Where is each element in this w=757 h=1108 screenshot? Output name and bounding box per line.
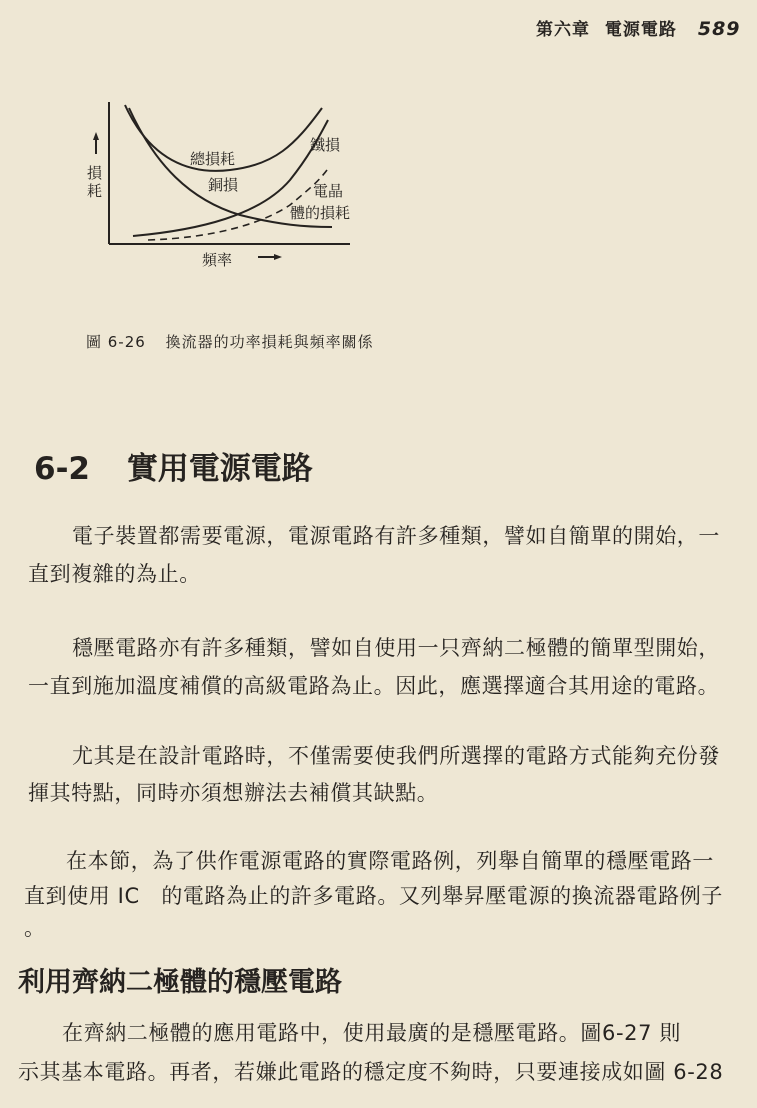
iron-loss-label: 鐵損	[310, 136, 341, 154]
paragraph-line: 直到使用 IC 的電路為止的許多電路。又列舉昇壓電源的換流器電路例子	[24, 884, 723, 908]
section-heading	[34, 450, 313, 488]
section-number: 6-2	[34, 451, 91, 487]
x-axis-label: 頻率	[202, 251, 233, 269]
page-number: 589	[697, 18, 741, 40]
figure-caption	[86, 332, 374, 352]
transistor-loss-label-2: 體的損耗	[290, 204, 351, 222]
chapter-title: 電源電路	[604, 20, 677, 40]
paragraph-line: 揮其特點，同時亦須想辦法去補償其缺點。	[28, 781, 439, 805]
paragraph-line: 穩壓電路亦有許多種類，譬如自使用一只齊納二極體的簡單型開始，	[72, 636, 720, 660]
paragraph-line: 在本節，為了供作電源電路的實際電路例，列舉自簡單的穩壓電路一	[66, 849, 714, 873]
paragraph-line: 電子裝置都需要電源，電源電路有許多種類，譬如自簡單的開始，一	[72, 524, 720, 548]
paragraph-line: 示其基本電路。再者，若嫌此電路的穩定度不夠時，只要連接成如圖 6-28	[18, 1060, 724, 1084]
section-title: 實用電源電路	[126, 451, 313, 487]
y-label-2: 耗	[87, 182, 103, 200]
copper-loss-label: 銅損	[208, 176, 239, 194]
figure-number: 圖 6-26	[86, 333, 146, 351]
transistor-loss-label-1: 電晶	[313, 182, 344, 200]
paragraph-line: 。	[24, 916, 46, 940]
total-loss-label: 總損耗	[190, 150, 236, 168]
paragraph-line: 在齊納二極體的應用電路中，使用最廣的是穩壓電路。圖6-27 則	[62, 1021, 681, 1045]
chapter-label: 第六章	[536, 20, 590, 40]
loss-frequency-figure	[60, 90, 400, 290]
subsection-heading: 利用齊納二極體的穩壓電路	[18, 967, 342, 998]
paragraph-line: 直到複雜的為止。	[28, 562, 201, 586]
paragraph-line: 尤其是在設計電路時，不僅需要使我們所選擇的電路方式能夠充份發	[72, 744, 720, 768]
page-header	[536, 18, 741, 41]
paragraph-line: 一直到施加溫度補償的高級電路為止。因此，應選擇適合其用途的電路。	[28, 674, 720, 698]
y-label-1: 損	[87, 164, 103, 182]
figure-caption-text: 換流器的功率損耗與頻率關係	[165, 333, 374, 351]
